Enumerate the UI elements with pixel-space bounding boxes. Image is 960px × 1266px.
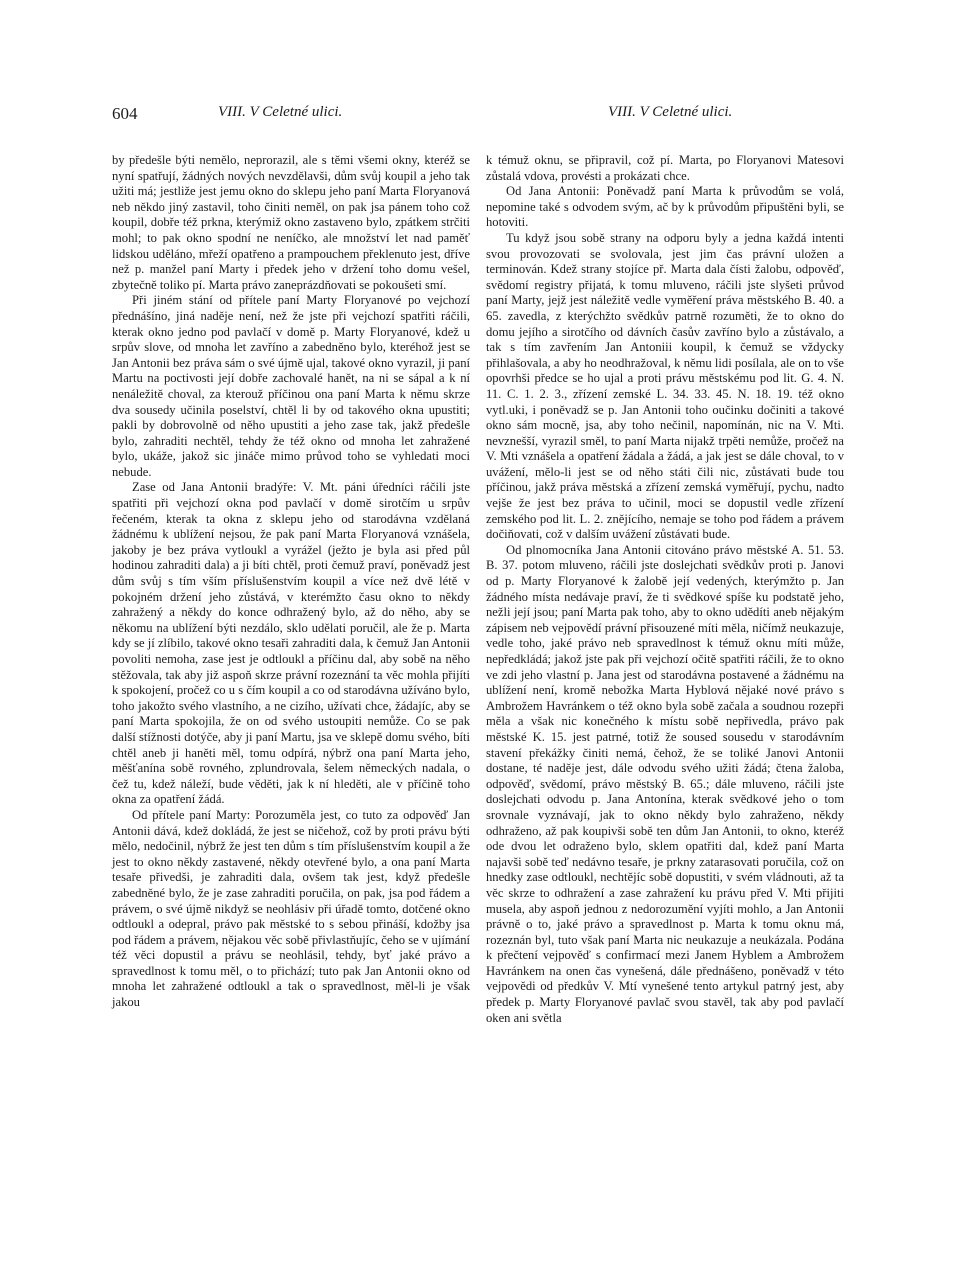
running-head-right: VIII. V Celetné ulici.	[608, 104, 733, 120]
paragraph: Od Jana Antonii: Poněvadž paní Marta k průvodům se volá, nepomine také s odvodem svým, ač by k průvodům připuštěni byli, se hotoviti.	[486, 184, 844, 230]
right-column	[486, 153, 844, 1026]
paragraph: Od přítele paní Marty: Porozuměla jest, co tuto za odpověď Jan Antonii dává, kdež dokládá, že jest se ničehož, což by proti právu býti mělo, nedočinil, nýbrž že jest ten dům s tím příslušenstvím koupil a že jest to okno někdy zastavené, někdy otevřené bylo, a ona paní Marta tesaře přivedši, je zahraditi dala, ovšem tak jest, když předešle zabedněné bylo, že je zase zahraditi poručila, on pak, jsa pod řádem a právem, o své újmě nikdyž se neohlásiv při úřadě tomto, dotčené okno odtloukl a odepral, právo pak městské to s sebou přináší, kdožby jsa pod řádem a právem, nějakou věc sobě přivlastňujíc, čeho se v ujímání též věci dopustil a právu se neohlásil, tehdy, byť jaké právo a spravedlnost k tomu měl, o to přichází; tuto pak Jan Antonii okno od mnoha let zahražené odtloukl a tak o spravedlnost, měl-li je však jakou	[112, 807, 470, 1010]
paragraph: by předešle býti nemělo, neprorazil, ale s těmi všemi okny, kteréž se nyní spatřují, žádných nových nevzdělavši, dům svůj koupil a jeho tak užiti má; jestliže jest jemu okno do sklepu jeho paní Marta Floryanová neb někdo jiný zastavil, toho činiti neměl, on pak jsa pánem toho což koupil, dobře též prkna, kterýmiž okno zastaveno bylo, zpátkem strčiti mohl; to pak okno spodní ne neníčko, ale množství let nad paměť lidskou uděláno, mřeží opatřeno a prampouchem překlenuto jest, dříve než p. manžel paní Marty i předek jeho v držení toho domu vešel, zbytečně toliko pí. Marta právo zaneprázdňovati se pokoušeti smí.	[112, 153, 470, 292]
paragraph: Při jiném stání od přítele paní Marty Floryanové po vejchozí přednášíno, jiná naděje není, než že jste při vejchozí spatřiti ráčili, kterak okno jedno pod pavlačí v domě p. Marty Floryanové, kdež u srpův slove, od mnoha let zavříno a zabedněno bylo, kteréhož jest se Jan Antonii bez práva sám o své újmě ujal, takové okno vyrazil, ji paní Martu na poctivosti její dobře zachovalé hanět, na ni se sápal a k ní nenáležitě choval, za kterouž příčinou ona paní Marta k němu skrze dva sousedy učinila poselství, chtěl li by od takového okna upustiti; pakli by dobrovolně od něho upustiti a jeho zase tak, jakž předešle bylo, zahraditi nechtěl, tehdy že též okno od mnoha let zahražené bylo, ukáže, jakož sic jináče mimo průvod toho se vyhledati moci nebude.	[112, 293, 470, 479]
paragraph: k témuž oknu, se připravil, což pí. Marta, po Floryanovi Matesovi zůstalá vdova, provésti a prokázati chce.	[486, 153, 844, 183]
paragraph: Zase od Jana Antonii bradýře: V. Mt. páni úředníci ráčili jste spatřiti při vejchozí okna pod pavlačí v domě sirotčím u srpův řečeném, kterak ta okna z sklepu jeho od starodávna vzdělaná žádnému k ublížení nejsou, že pak paní Marta Floryanová vznášela, jakoby je bez práva vytloukl a vyrážel (ježto je byla asi před půl hodinou zahraditi dala) a ji bíti chtěl, proti čemuž praví, poněvadž jest dům svůj s tím vším příslušenstvím koupil a více než dvě létě v pokojném držení jeho zůstává, v kterémžto času okno to někdy zahražený a někdy do konce odhražený bylo, až do něho, aby se někomu na ublížení býti nezdálo, sklo udělati poručil, ale že p. Marta kdy se jí zlíbilo, takové okno tesaři zahraditi dala, k čemuž Jan Antonii povoliti nemoha, zase jest je odtloukl a příčinu dal, aby sobě na něho stěžovala, tak aby již aspoň skrze právní rozeznání ta věc mohla přijíti k spokojení, pročež co u s čím koupil a co od starodávna užíváno bylo, toho jakožto svého vlastního, a ne cizího, užívati chce, žádajíc, aby se paní Marta spokojila, že on od svého ustoupiti nemůže. Co se pak další stížnosti dotýče, aby ji paní Martu, jsa ve sklepě domu svého, bíti chtěl aneb ji haněti měl, tomu odpírá, nýbrž ona paní Marta jeho, měšťanína sobě rovného, zplundrovala, šelem německých nadala, o čež tu, kdež náleží, bude věděti, jak k ní hleděti, ale v příčině toho okna za opatření žádá.	[112, 480, 470, 807]
page-number: 604	[112, 104, 138, 123]
paragraph: Od plnomocníka Jana Antonii citováno právo městské A. 51. 53. B. 37. potom mluveno, ráčili jste doslejchati svědkův proti p. Janovi od p. Marty Floryanové k žalobě její vedených, kterýmžto p. Jan žádného místa nedávaje praví, že ti svědkové spíše ku podstatě jeho, nežli její jsou; paní Marta pak toho, aby to okno udědíti aneb nějakým zápisem neb vejpovědí právní přisouzené míti měla, ničímž neukazuje, vedle toho, jaké právo neb spravedlnost k témuž oknu míti může, nepředkládá; jakož jste pak při vejchozí očitě spatřiti ráčili, že to okno ve zdi jeho vlastní p. Jana jest od starodávna postavené a žádnému na ublížení není, kromě nebožka Marta Hyblová nějaké nové právo s Ambrožem Havránkem o též okno byla sobě začala a soudnou rozepři měla a však nic konečného k místu sobě nepřivedla, právo pak městské K. 15. jest patrné, totiž že soused sousedu v starodávním stavení překážky činiti nemá, čehož, že se toliké Janovi Antonii dostane, té naděje jest, dále odvodu svého užiti žádá; čtena žaloba, odpověď, svědomí, právo městský B. 65.; dále mluveno, ráčili jste doslejchati odvodu p. Jana Antonína, kterak svědkové jeho o tom srovnale vyznávají, jak to okno někdy bylo zahraženo, někdy odhraženo, až pak koupivši sobě ten dům Jan Antonii, to okno, kteréž ode dvou let odraženo bylo, sklem opatřiti dal, kdež paní Marta najavši sobě teď nedávno tesaře, je prkny zatarasovati poručila, což on hnedky zase odtloukl, nechtějíc sobě dopustiti, v svém vládnouti, až ta věc skrze to odhražení a zase zahražení ku právu před V. Mti přijiti musela, aby aspoň jednou z nedorozumění vyjíti mohlo, a Jan Antonii právně o to, jaké právo a spravedlnost p. Marta k tomu oknu má, rozeznán byl, tuto však paní Marta nic neukazuje a neukázala. Podána k přečtení vejpověď s confirmací mezi Janem Hyblem a Ambrožem Havránkem na onen čas vynešená, dále přednášeno, poněvadž v této vejpovědi od předkův V. Mtí vynešené tento artykul patrný jest, aby předek p. Marty Floryanové pavlač svou stavěl, tak aby pod pavlačí oken ani světla	[486, 542, 844, 1025]
paragraph: Tu když jsou sobě strany na odporu byly a jedna každá intenti svou provozovati se svolovala, jest jim čas právní uložen a terminován. Kdež strany stojíce př. Marta dala čísti žalobu, odpověď, svědomí registry přijatá, k tomu mluveno, ráčili jste slyšeti průvod paní Marty, jejž jest náležitě vedle vyměření práva městského B. 40. a 65. zavedla, z kterýchžto svědkův patrně rozuměti, že to okno do domu jejího a sirotčího od dávních časův zavříno bylo a zůstávalo, a tak s tím zavřením Jan Antoniii koupil, k čemuž se vždycky přihlašovala, a aby ho neodhražoval, k němu lidi posílala, ale on to vše opovrhši předce se ho ujal a proti právu městskému pod lit. G. 4. N. 11. C. 1. 2. 3., zřízení zemské L. 34. 33. 45. N. 18. 19. též okno vytl.uki, i poněvadž se p. Jan Antonii toho oučinku dočiniti a takové okno sám mocně, jsa, aby toho nečinil, napomínán, nic na V. Mti. nevznešší, vyrazil směl, to paní Marta nijakž trpěti nemůže, pročež na V. Mti vznášela a opatření žádala a žádá, a jak jest se dále choval, to v uvážení, mělo-li jest se od něho státi čili nic, zůstávati bude tou příčinou, jakž práva městská a zřízení zemská vyměřují, pychu, nadto vejše že jest bez práva to učinil, moci se dopustil vedle zřízení zemského pod lit. L. 2. znějícího, nemaje se toho pod řádem a právem dočiňovati, což v dalším uvážení zůstávati bude.	[486, 230, 844, 542]
left-column	[112, 153, 470, 1011]
running-head-left: VIII. V Celetné ulici.	[218, 104, 343, 120]
